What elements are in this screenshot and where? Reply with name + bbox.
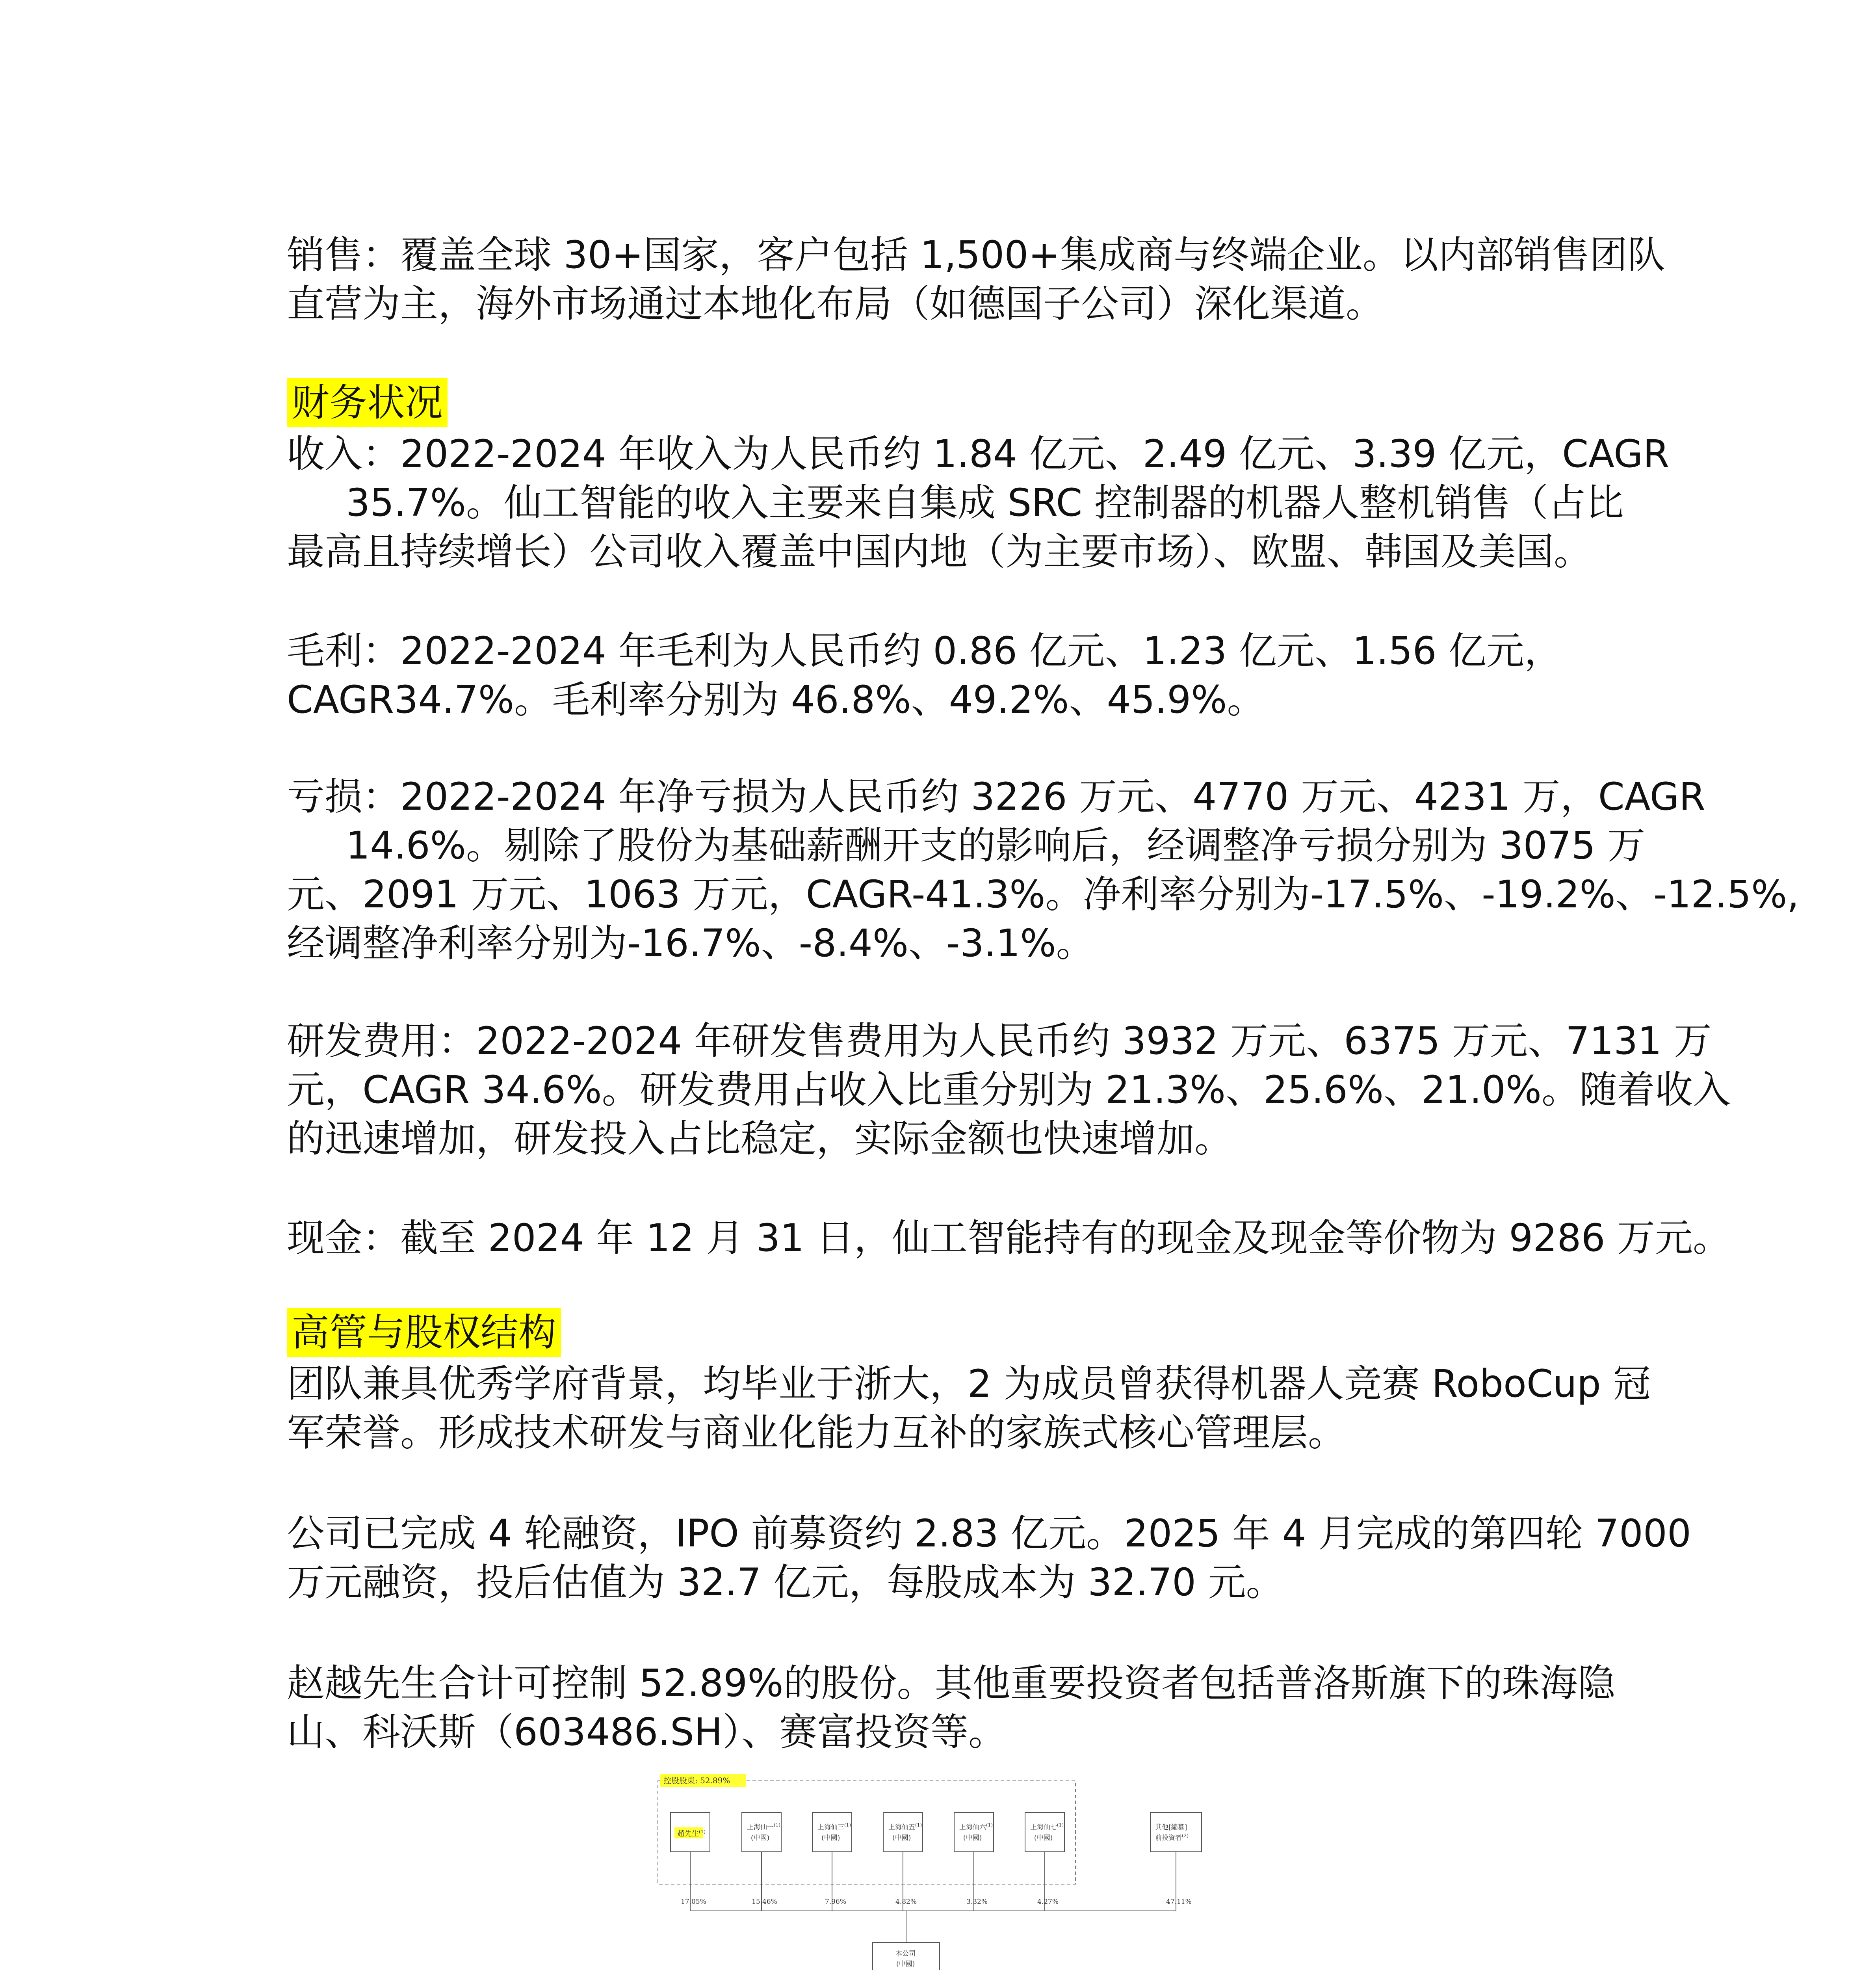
text-line: 14.6%。剔除了股份为基础薪酬开支的影响后，经调整净亏损分别为 3075 万: [346, 823, 1646, 868]
holder-box-rect: [812, 1812, 852, 1852]
text-line: 最高且持续增长）公司收入覆盖中国内地（为主要市场）、欧盟、韩国及美国。: [287, 530, 1592, 574]
text-line: 经调整净利率分别为-16.7%、-8.4%、-3.1%。: [287, 921, 1094, 965]
company-box: [873, 1942, 940, 1970]
holder-jurisdiction: (中國): [963, 1834, 982, 1842]
holder-name: 上海仙三$^{(1)}$: [817, 1822, 851, 1831]
holder-box: [812, 1812, 852, 1852]
percent-label: 3.32%: [966, 1898, 988, 1906]
holder-box: [954, 1812, 994, 1852]
other-investors-line2: 前投資者$^{(2)}$: [1155, 1833, 1189, 1842]
text-line: 研发费用：2022-2024 年研发售费用为人民币约 3932 万元、6375 万元、7131 万: [287, 1019, 1712, 1063]
holder-box: [671, 1812, 710, 1852]
holder-jurisdiction: (中國): [821, 1834, 840, 1842]
funding-paragraph: [287, 1509, 1691, 1607]
text-line: 亏损：2022-2024 年净亏损为人民币约 3226 万元、4770 万元、4231 万，CAGR: [287, 775, 1705, 819]
loss-paragraph: [287, 772, 1799, 968]
ownership-structure-chart: [650, 1769, 1241, 1970]
section-heading-management: 高管与股权结构: [287, 1308, 561, 1357]
text-line: 赵越先生合计可控制 52.89%的股份。其他重要投资者包括普洛斯旗下的珠海隐: [287, 1661, 1616, 1705]
text-line: 元、2091 万元、1063 万元，CAGR-41.3%。净利率分别为-17.5%、-19.2%、-12.5%,: [287, 872, 1799, 916]
cash-paragraph: [287, 1214, 1731, 1262]
team-paragraph: [287, 1359, 1651, 1457]
holder-name: 上海仙一$^{(1)}$: [747, 1822, 780, 1831]
holder-name: 上海仙六$^{(1)}$: [959, 1822, 993, 1831]
text-line: 的迅速增加，研发投入占比稳定，实际金额也快速增加。: [287, 1117, 1232, 1161]
holder-box: [742, 1812, 781, 1852]
other-investors-line1: 其他[編纂]: [1155, 1823, 1187, 1831]
gross-profit-paragraph: [287, 626, 1603, 724]
text-line: CAGR34.7%。毛利率分别为 46.8%、49.2%、45.9%。: [287, 678, 1265, 722]
text-line: 收入：2022-2024 年收入为人民币约 1.84 亿元、2.49 亿元、3.39 亿元，CAGR: [287, 432, 1670, 476]
percent-label: 15.46%: [752, 1898, 777, 1906]
holder-jurisdiction: (中國): [751, 1834, 770, 1842]
text-line: 万元融资，投后估值为 32.7 亿元，每股成本为 32.70 元。: [287, 1560, 1284, 1604]
percent-label: 4.27%: [1037, 1898, 1059, 1906]
control-paragraph: [287, 1659, 1616, 1756]
holder-box-rect: [954, 1812, 994, 1852]
text-line: 公司已完成 4 轮融资，IPO 前募资约 2.83 亿元。2025 年 4 月完成的第四轮 7000: [287, 1511, 1691, 1556]
holder-name: 上海仙五$^{(1)}$: [888, 1822, 922, 1831]
other-investors-rect: [1150, 1812, 1202, 1852]
holder-box-rect: [742, 1812, 781, 1852]
percent-label: 7.96%: [825, 1898, 847, 1906]
holder-box-rect: [883, 1812, 923, 1852]
text-line: 直营为主，海外市场通过本地化布局（如德国子公司）深化渠道。: [287, 282, 1384, 326]
text-line: 元，CAGR 34.6%。研发费用占收入比重分别为 21.3%、25.6%、21.0%。随着收入: [287, 1068, 1731, 1112]
holder-name: 上海仙七$^{(1)}$: [1030, 1822, 1064, 1831]
text-line: 现金：截至 2024 年 12 月 31 日，仙工智能持有的现金及现金等价物为 9286 万元。: [287, 1216, 1731, 1260]
text-line: 销售：覆盖全球 30+国家，客户包括 1,500+集成商与终端企业。以内部销售团队: [287, 233, 1665, 277]
sales-paragraph: [287, 230, 1665, 328]
text-line: 35.7%。仙工智能的收入主要来自集成 SRC 控制器的机器人整机销售（占比: [346, 481, 1624, 525]
percent-label: 4.82%: [895, 1898, 917, 1906]
holder-jurisdiction: (中國): [892, 1834, 911, 1842]
text-line: 毛利：2022-2024 年毛利为人民币约 0.86 亿元、1.23 亿元、1.56 亿元，: [287, 629, 1562, 673]
group-label: 控股股東: 52.89%: [663, 1776, 730, 1785]
holder-box: [1025, 1812, 1064, 1852]
rd-paragraph: [287, 1017, 1731, 1163]
other-investors-box: [1150, 1812, 1202, 1852]
holder-box-rect: [1025, 1812, 1064, 1852]
text-line: 团队兼具优秀学府背景，均毕业于浙大，2 为成员曾获得机器人竞赛 RoboCup 冠: [287, 1362, 1651, 1406]
holder-name: 趙先生$^{(1)}$: [678, 1829, 706, 1838]
section-heading-finance: 财务状况: [287, 378, 448, 427]
percent-label: 47.11%: [1166, 1898, 1192, 1906]
percent-label: 17.05%: [681, 1898, 706, 1906]
finance-heading-block: [287, 378, 1603, 427]
holder-jurisdiction: (中國): [1034, 1834, 1053, 1842]
company-jurisdiction: (中國): [896, 1960, 915, 1968]
controlling-group-box: [658, 1781, 1075, 1884]
management-heading-block: [287, 1308, 1603, 1357]
revenue-paragraph: [287, 429, 1670, 576]
text-line: 军荣誉。形成技术研发与商业化能力互补的家族式核心管理层。: [287, 1411, 1346, 1455]
company-name: 本公司: [895, 1950, 916, 1958]
holder-box: [883, 1812, 923, 1852]
text-line: 山、科沃斯（603486.SH）、赛富投资等。: [287, 1710, 1007, 1754]
ownership-chart-svg: [650, 1769, 1241, 1970]
